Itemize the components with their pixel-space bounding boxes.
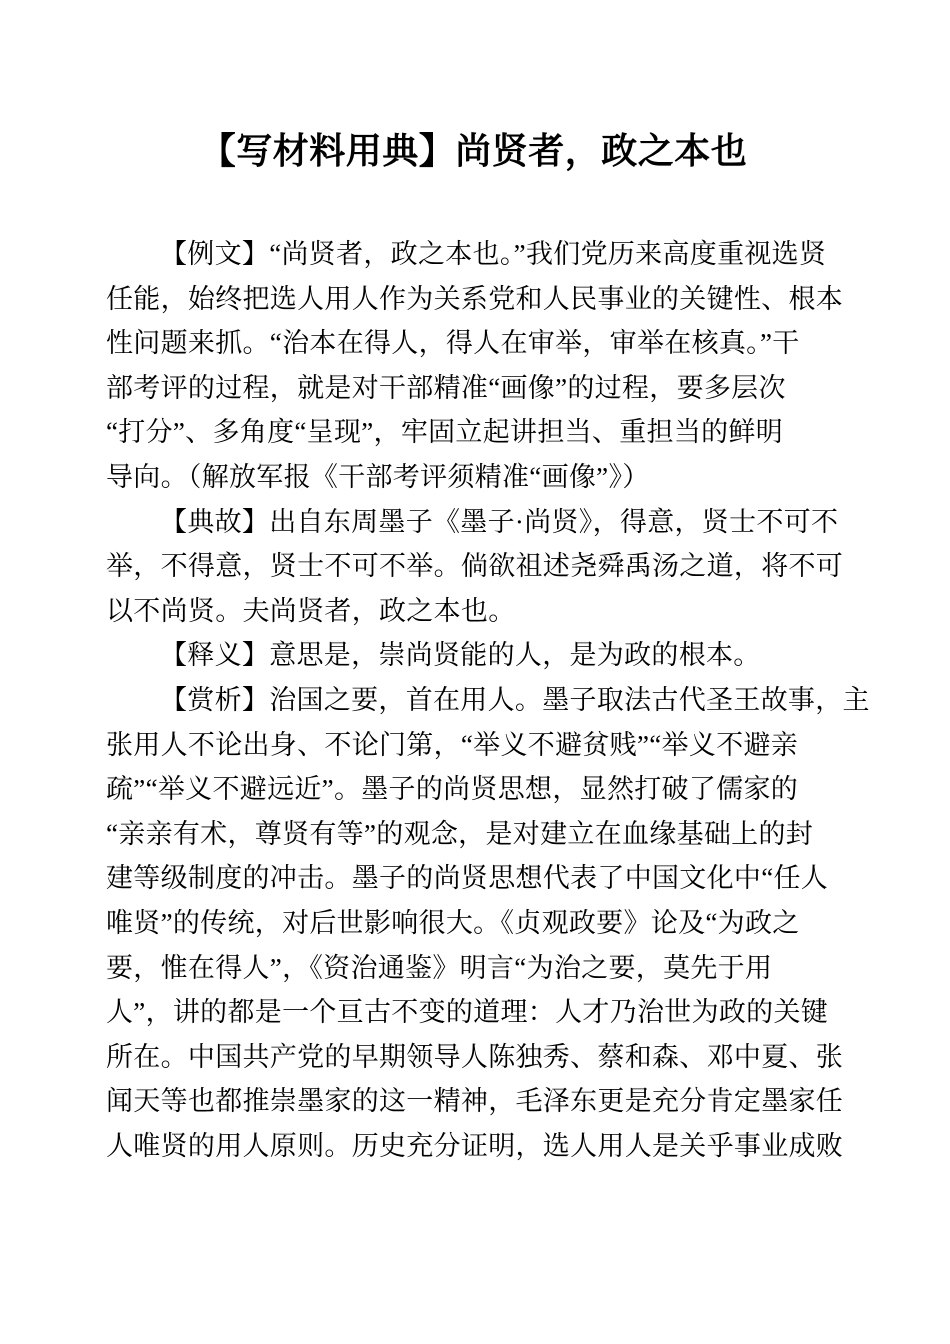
text-line: 唯贤”的传统，对后世影响很大。《贞观政要》论及“为政之 <box>106 907 800 938</box>
text-line: 建等级制度的冲击。墨子的尚贤思想代表了中国文化中“任人 <box>106 863 829 894</box>
text-line: 张用人不论出身、不论门第，“举义不避贫贱”“举义不避亲 <box>106 729 799 760</box>
text-line: “亲亲有术，尊贤有等”的观念，是对建立在血缘基础上的封 <box>106 818 814 849</box>
paragraph <box>106 500 843 634</box>
text-line: 【赏析】治国之要，首在用人。墨子取法古代圣王故事，主 <box>160 684 870 715</box>
text-line: 【释义】意思是，崇尚贤能的人，是为政的根本。 <box>160 640 761 671</box>
paragraph <box>106 232 843 500</box>
text-line: 任能，始终把选人用人作为关系党和人民事业的关键性、根本 <box>106 283 844 314</box>
text-line: 疏”“举义不避远近”。墨子的尚贤思想，显然打破了儒家的 <box>106 774 799 805</box>
text-line: “打分”、多角度“呈现”，牢固立起讲担当、重担当的鲜明 <box>106 417 784 448</box>
text-line: 要，惟在得人”，《资治通鉴》明言“为治之要，莫先于用 <box>106 952 773 983</box>
text-line: 【例文】“尚贤者，政之本也。”我们党历来高度重视选贤 <box>160 239 827 269</box>
text-line: 所在。中国共产党的早期领导人陈独秀、蔡和森、邓中夏、张 <box>106 1041 844 1072</box>
paragraph <box>106 678 870 1169</box>
document-title: 【写材料用典】尚贤者，政之本也 <box>199 131 748 171</box>
text-line: 人唯贤的用人原则。历史充分证明，选人用人是关乎事业成败 <box>106 1130 844 1161</box>
text-line: 部考评的过程，就是对干部精准“画像”的过程，要多层次 <box>106 372 786 403</box>
text-line: 闻天等也都推崇墨家的这一精神，毛泽东更是充分肯定墨家任 <box>106 1086 844 1117</box>
text-line: 人”，讲的都是一个亘古不变的道理：人才乃治世为政的关键 <box>106 997 829 1028</box>
paragraph <box>106 633 843 678</box>
text-line: 以不尚贤。夫尚贤者，政之本也。 <box>106 595 516 626</box>
text-line: 举，不得意，贤士不可不举。倘欲祖述尧舜禹汤之道，将不可 <box>106 551 844 582</box>
text-line: 导向。（解放军报《干部考评须精准“画像”》） <box>106 461 650 492</box>
text-line: 性问题来抓。“治本在得人，得人在审举，审举在核真。”干 <box>106 328 800 359</box>
text-line: 【典故】出自东周墨子《墨子·尚贤》，得意，贤士不可不 <box>160 506 839 537</box>
document-body <box>106 232 870 1168</box>
